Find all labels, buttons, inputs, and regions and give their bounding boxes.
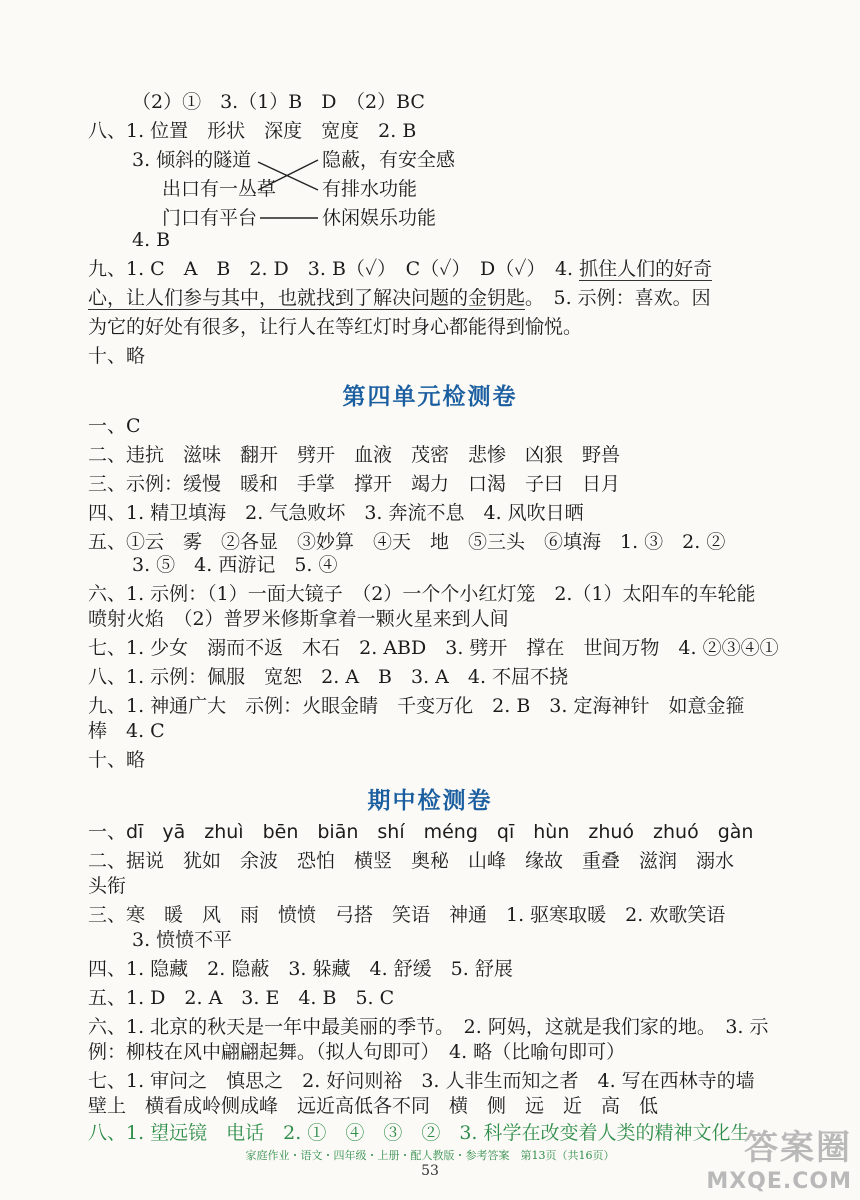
answer-line: 七、1. 少女 溺而不返 木石 2. ABD 3. 劈开 撑在 世间万物 4. ②③④① — [88, 637, 779, 659]
answer-line: 棒 4. C — [88, 720, 165, 742]
answer-line: 4. B — [132, 229, 171, 251]
answer-line: 3. ⑤ 4. 西游记 5. ④ — [132, 554, 338, 576]
answer-line: 九、1. 神通广大 示例：火眼金睛 千变万化 2. B 3. 定海神针 如意金箍 — [88, 695, 745, 717]
answer-line: 九、1. C A B 2. D 3. B（✓） C（✓） D（✓） 4. 抓住人们的好奇 — [88, 258, 713, 280]
answer-line: 3. 愤愤不平 — [132, 929, 233, 951]
pinyin-line: 一、dī yā zhuì bēn biān shí méng qī hùn zhuó zhuó gàn — [88, 821, 754, 843]
answer-line: 例：柳枝在风中翩翩起舞。（拟人句即可） 4. 略（比喻句即可） — [88, 1041, 626, 1063]
answer-line: 头衔 — [88, 875, 127, 897]
answer-line: 五、1. D 2. A 3. E 4. B 5. C — [88, 987, 395, 1009]
match-right-item: 休闲娱乐功能 — [322, 207, 437, 229]
answer-line: 三、寒 暖 风 雨 愤愤 弓搭 笑语 神通 1. 驱寒取暖 2. 欢歌笑语 — [88, 904, 726, 926]
answer-line: 四、1. 隐藏 2. 隐蔽 3. 躲藏 4. 舒缓 5. 舒展 — [88, 958, 513, 980]
answer-line: 喷射火焰 （2）普罗米修斯拿着一颗火星来到人间 — [88, 608, 509, 630]
page-number: 53 — [421, 1163, 439, 1179]
match-left-item: 出口有一丛草 — [162, 178, 277, 200]
answer-line: 二、违抗 滋味 翻开 劈开 血液 茂密 悲惨 凶狠 野兽 — [88, 444, 621, 466]
match-left-item: 3. 倾斜的隧道 — [132, 149, 252, 171]
match-right-item: 有排水功能 — [322, 178, 418, 200]
answer-line: 壁上 横看成岭侧成峰 远近高低各不同 横 侧 远 近 高 低 — [88, 1095, 659, 1117]
answer-line: 四、1. 精卫填海 2. 气急败坏 3. 奔流不息 4. 风吹日晒 — [88, 502, 584, 524]
section-title: 第四单元检测卷 — [342, 383, 518, 410]
underlined-text: 抓住人们的好奇 — [579, 258, 713, 280]
answer-line: 二、据说 犹如 余波 恐怕 横竖 奥秘 山峰 缘故 重叠 滋润 溺水 — [88, 850, 735, 872]
section-title: 期中检测卷 — [367, 787, 493, 814]
watermark-logo: 答案圈 — [744, 1128, 852, 1168]
answer-line: 心，让人们参与其中，也就找到了解决问题的金钥匙。 5. 示例：喜欢。因 — [88, 287, 711, 309]
answer-line: 五、①云 雾 ②各显 ③妙算 ④天 地 ⑤三头 ⑥填海 1. ③ 2. ② — [88, 531, 726, 553]
answer-line: 一、C — [88, 415, 141, 437]
watermark — [706, 1120, 852, 1194]
matching-lines — [0, 0, 860, 260]
answer-line: 三、示例：缓慢 暖和 手掌 撑开 竭力 口渴 子曰 日月 — [88, 473, 621, 495]
answer-line: 八、1. 位置 形状 深度 宽度 2. B — [88, 120, 417, 142]
page-footer: 家庭作业・语文・四年级・上册・配人教版・参考答案 第13页（共16页） — [245, 1149, 615, 1162]
match-right-item: 隐蔽，有安全感 — [322, 149, 456, 171]
answer-line: （2）① 3.（1）B D （2）BC — [132, 91, 425, 113]
match-left-item: 门口有平台 — [162, 207, 258, 229]
watermark-url: MXQE.COM — [706, 1169, 852, 1194]
answer-line: 十、略 — [88, 345, 146, 367]
answer-line: 八、1. 示例：佩服 宽恕 2. A B 3. A 4. 不屈不挠 — [88, 666, 569, 688]
answer-line: 为它的好处有很多，让行人在等红灯时身心都能得到愉悦。 — [88, 316, 583, 338]
answer-line-cut: 八、1. 望远镜 电话 2. ① ④ ③ ② 3. 科学在改变着人类的精神文化生 — [88, 1122, 750, 1144]
answer-line: 六、1. 北京的秋天是一年中最美丽的季节。 2. 阿妈，这就是我们家的地。 3. 示 — [88, 1016, 769, 1038]
underlined-text: 心，让人们参与其中，也就找到了解决问题的金钥匙 — [88, 287, 526, 309]
answer-line: 七、1. 审问之 慎思之 2. 好问则裕 3. 人非生而知之者 4. 写在西林寺的墙 — [88, 1070, 755, 1092]
answer-line: 六、1. 示例：（1）一面大镜子 （2）一个个小红灯笼 2.（1）太阳车的车轮能 — [88, 583, 756, 605]
answer-line: 十、略 — [88, 749, 146, 771]
